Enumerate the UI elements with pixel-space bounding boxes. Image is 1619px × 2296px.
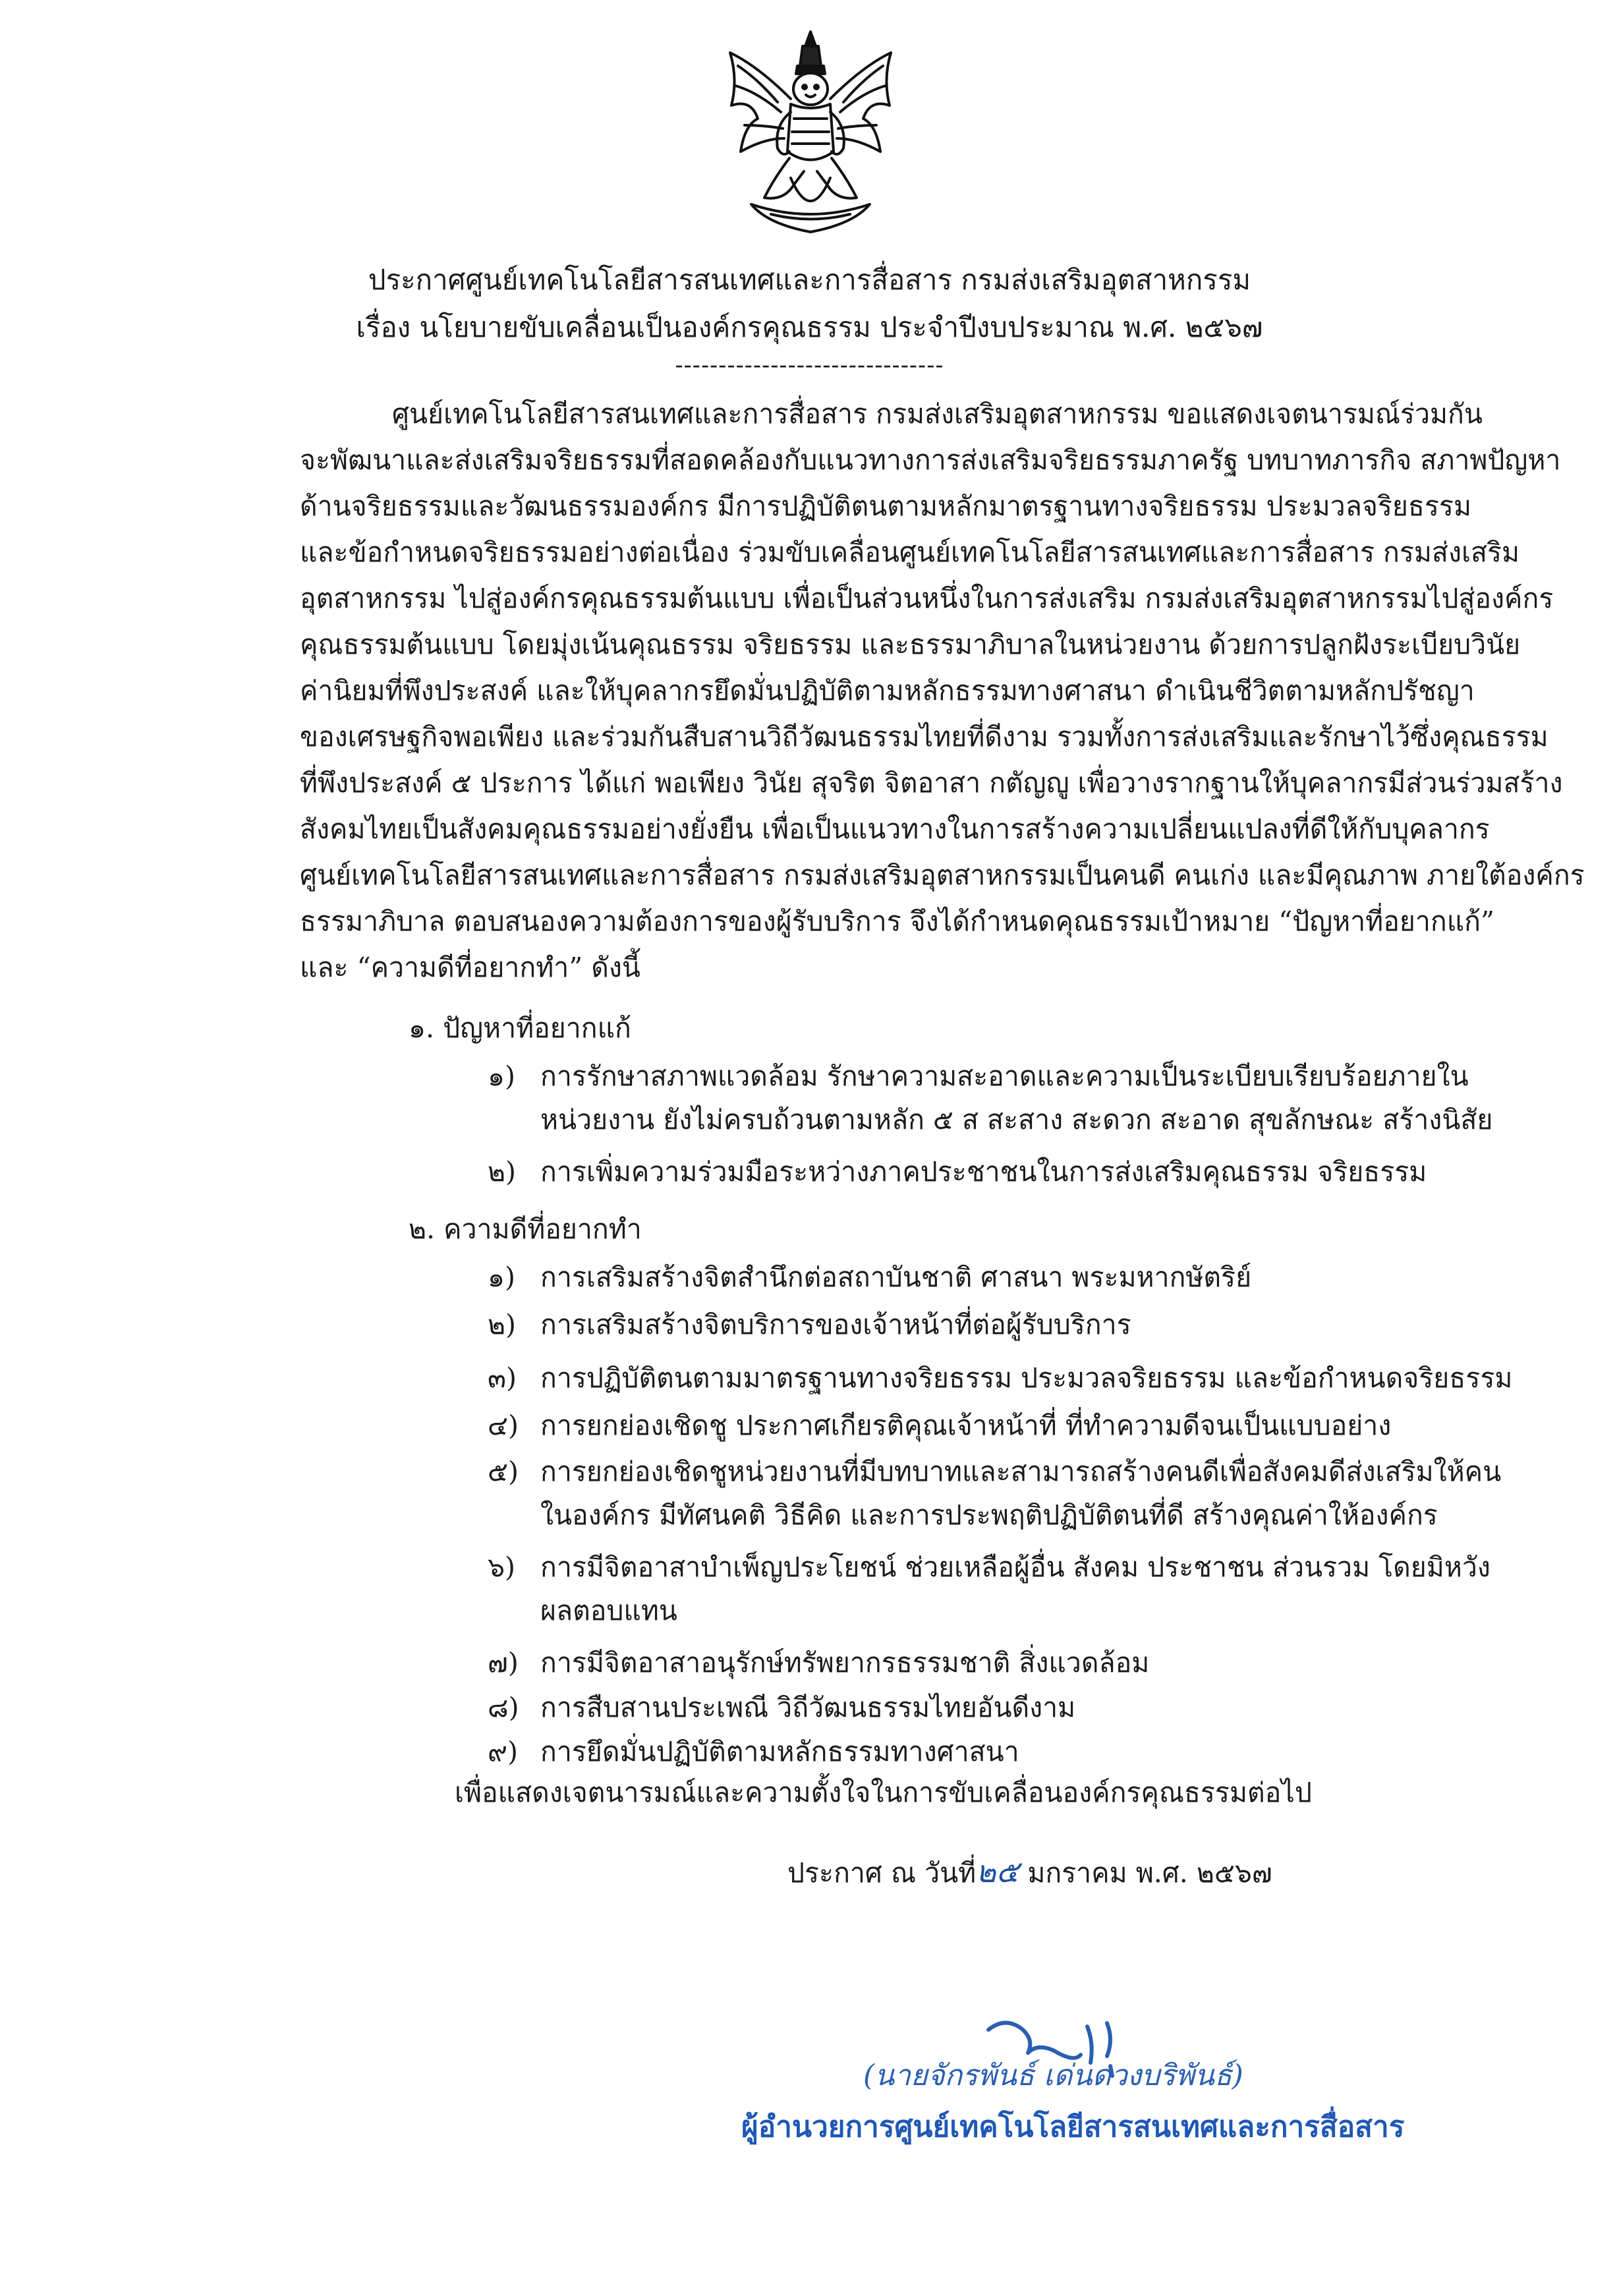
list-item-text: การเสริมสร้างจิตสำนึกต่อสถาบันชาติ ศาสนา พระมหากษัตริย์ bbox=[540, 1261, 1252, 1293]
list-item-text: การยึดมั่นปฏิบัติตามหลักธรรมทางศาสนา bbox=[540, 1736, 1019, 1767]
list-item-text: การสืบสานประเพณี วิถีวัฒนธรรมไทยอันดีงาม bbox=[540, 1692, 1076, 1723]
list-item bbox=[488, 1054, 1516, 1147]
list-item bbox=[488, 1303, 1516, 1346]
announcement-prefix: ประกาศ ณ วันที่ bbox=[787, 1857, 977, 1889]
signer-name: (นายจักรพันธ์ เด่นดวงบริพันธ์) bbox=[863, 2059, 1243, 2092]
list-item-number: ๕) bbox=[488, 1456, 519, 1487]
list-item-text: การเพิ่มความร่วมมือระหว่างภาคประชาชนในการส่งเสริมคุณธรรม จริยธรรม bbox=[540, 1156, 1427, 1188]
announcement-date bbox=[787, 1852, 1272, 1893]
intro-line: ที่พึงประสงค์ ๕ ประการ ได้แก่ พอเพียง วินัย สุจริต จิตอาสา กตัญญู เพื่อวางรากฐานให้บุคลากรมีส่วนร่วมสร้าง bbox=[300, 767, 1563, 799]
intro-line: สังคมไทยเป็นสังคมคุณธรรมอย่างยั่งยืน เพื่อเป็นแนวทางในการสร้างความเปลี่ยนแปลงที่ดีให้กับบุคลากร bbox=[300, 813, 1490, 845]
section1-heading: ๑. ปัญหาที่อยากแก้ bbox=[409, 1012, 631, 1044]
list-item-number: ๒) bbox=[488, 1309, 517, 1340]
list-item-number: ๙) bbox=[488, 1736, 519, 1767]
list-item bbox=[488, 1150, 1516, 1193]
signer-title: ผู้อำนวยการศูนย์เทคโนโลยีสารสนเทศและการสื่อสาร bbox=[741, 2110, 1405, 2144]
list-item-number: ๓) bbox=[488, 1362, 517, 1394]
intro-line: ธรรมาภิบาล ตอบสนองความต้องการของผู้รับบริการ จึงได้กำหนดคุณธรรมเป้าหมาย “ปัญหาที่อยากแก้” bbox=[300, 905, 1494, 937]
list-item-text: การมีจิตอาสาอนุรักษ์ทรัพยากรธรรมชาติ สิ่งแวดล้อม bbox=[540, 1647, 1150, 1679]
intro-line: จะพัฒนาและส่งเสริมจริยธรรมที่สอดคล้องกับแนวทางการส่งเสริมจริยธรรมภาครัฐ บทบาทภารกิจ สภาพปัญหา bbox=[300, 444, 1561, 476]
list-item-text: การเสริมสร้างจิตบริการของเจ้าหน้าที่ต่อผู้รับบริการ bbox=[540, 1309, 1131, 1340]
intro-line: ด้านจริยธรรมและวัฒนธรรมองค์กร มีการปฏิบัติตนตามหลักมาตรฐานทางจริยธรรม ประมวลจริยธรรม bbox=[300, 490, 1471, 522]
intro-line: และ “ความดีที่อยากทำ” ดังนี้ bbox=[300, 952, 640, 983]
list-item-text: การรักษาสภาพแวดล้อม รักษาความสะอาดและความเป็นระเบียบเรียบร้อยภายในหน่วยงาน ยังไม่ครบถ้วนตามหลัก ๕ ส สะสาง สะดวก สะอาด สุขลักษณะ สร้างนิสัย bbox=[540, 1060, 1493, 1135]
intro-line: และข้อกำหนดจริยธรรมอย่างต่อเนื่อง ร่วมขับเคลื่อนศูนย์เทคโนโลยีสารสนเทศและการสื่อสาร กรมส่งเสริม bbox=[300, 536, 1520, 568]
intro-line: ค่านิยมที่พึงประสงค์ และให้บุคลากรยึดมั่นปฏิบัติตามหลักธรรมทางศาสนา ดำเนินชีวิตตามหลักปรัชญา bbox=[300, 675, 1475, 706]
list-item-number: ๖) bbox=[488, 1551, 516, 1583]
list-item bbox=[488, 1545, 1516, 1638]
list-item-text: การมีจิตอาสาบำเพ็ญประโยชน์ ช่วยเหลือผู้อื่น สังคม ประชาชน ส่วนรวม โดยมิหวัง ผลตอบแทน bbox=[540, 1551, 1491, 1626]
list-item bbox=[488, 1450, 1516, 1542]
list-item bbox=[488, 1404, 1516, 1447]
list-item-number: ๒) bbox=[488, 1156, 517, 1188]
announcement-suffix: มกราคม พ.ศ. ๒๕๖๗ bbox=[1027, 1857, 1272, 1889]
list-item bbox=[488, 1641, 1516, 1684]
list-item-number: ๗) bbox=[488, 1647, 519, 1679]
section2-heading: ๒. ความดีที่อยากทำ bbox=[409, 1213, 642, 1245]
list-item-number: ๑) bbox=[488, 1060, 516, 1092]
document-title-line2: เรื่อง นโยบายขับเคลื่อนเป็นองค์กรคุณธรรม ประจำปีงบประมาณ พ.ศ. ๒๕๖๗ bbox=[356, 311, 1263, 343]
list-item-number: ๑) bbox=[488, 1261, 516, 1293]
announcement-day: ๒๕ bbox=[976, 1854, 1019, 1889]
list-item-text: การยกย่องเชิดชูหน่วยงานที่มีบทบาทและสามารถสร้างคนดีเพื่อสังคมดีส่งเสริมให้คน ในองค์กร มีทัศนคติ วิธีคิด และการประพฤติปฏิบัติตนที่ดี สร้างคุณค่าให้องค์กร bbox=[540, 1456, 1502, 1531]
garuda-emblem-icon bbox=[712, 26, 909, 237]
title-separator: ------------------------------- bbox=[675, 352, 944, 379]
intro-line: ศูนย์เทคโนโลยีสารสนเทศและการสื่อสาร กรมส่งเสริมอุตสาหกรรมเป็นคนดี คนเก่ง และมีคุณภาพ ภายใต้องค์กร bbox=[300, 859, 1585, 891]
closing-statement: เพื่อแสดงเจตนารมณ์และความตั้งใจในการขับเคลื่อนองค์กรคุณธรรมต่อไป bbox=[455, 1777, 1312, 1808]
intro-line: อุตสาหกรรม ไปสู่องค์กรคุณธรรมต้นแบบ เพื่อเป็นส่วนหนึ่งในการส่งเสริม กรมส่งเสริมอุตสาหกรรมไปสู่องค์กร bbox=[300, 583, 1554, 614]
list-item bbox=[488, 1356, 1516, 1400]
list-item bbox=[488, 1255, 1516, 1299]
intro-line: คุณธรรมต้นแบบ โดยมุ่งเน้นคุณธรรม จริยธรรม และธรรมาภิบาลในหน่วยงาน ด้วยการปลูกฝังระเบียบวินัย bbox=[300, 629, 1521, 660]
intro-line: ของเศรษฐกิจพอเพียง และร่วมกันสืบสานวิถีวัฒนธรรมไทยที่ดีงาม รวมทั้งการส่งเสริมและรักษาไว้ซึ่งคุณธรรม bbox=[300, 721, 1548, 753]
list-item-number: ๔) bbox=[488, 1410, 519, 1441]
list-item-text: การยกย่องเชิดชู ประกาศเกียรติคุณเจ้าหน้าที่ ที่ทำความดีจนเป็นแบบอย่าง bbox=[540, 1410, 1392, 1441]
intro-line: ศูนย์เทคโนโลยีสารสนเทศและการสื่อสาร กรมส่งเสริมอุตสาหกรรม ขอแสดงเจตนารมณ์ร่วมกัน bbox=[392, 398, 1483, 430]
list-item bbox=[488, 1730, 1516, 1773]
list-item-text: การปฏิบัติตนตามมาตรฐานทางจริยธรรม ประมวลจริยธรรม และข้อกำหนดจริยธรรม bbox=[540, 1362, 1513, 1394]
document-title-line1: ประกาศศูนย์เทคโนโลยีสารสนเทศและการสื่อสาร กรมส่งเสริมอุตสาหกรรม bbox=[368, 264, 1251, 296]
list-item bbox=[488, 1686, 1516, 1729]
list-item-number: ๘) bbox=[488, 1692, 519, 1723]
